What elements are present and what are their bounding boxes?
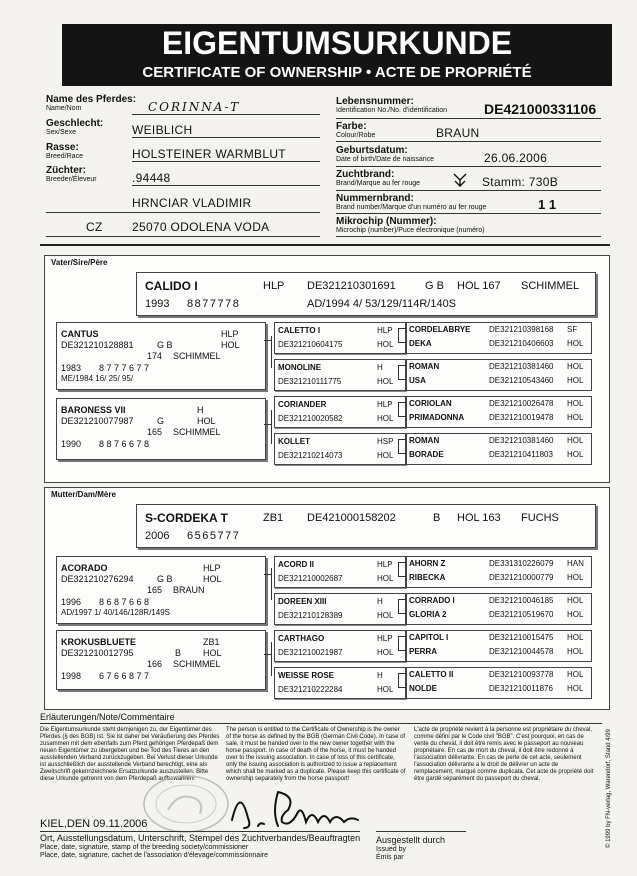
connector	[398, 650, 406, 651]
ggp-name: CARTHAGO	[278, 634, 325, 643]
dam-ggp-row	[274, 667, 590, 698]
dam-grandsire-name: ACORADO	[61, 563, 108, 573]
connector	[398, 453, 406, 454]
ggp-dam-id: DE321210406603	[489, 339, 554, 348]
breeder-name: HRNCIAR VLADIMIR	[132, 196, 252, 210]
sire-ggp-row	[274, 396, 590, 427]
connector	[398, 402, 406, 403]
name-line	[132, 98, 320, 115]
issued-sub-en: Issued by	[376, 846, 406, 853]
sire-grandsire-size: 174	[147, 351, 163, 361]
ggp-id: DE321210020582	[278, 414, 343, 423]
dam-granddam-year: 1998	[61, 671, 82, 681]
sire-ggp-grandparents-box	[406, 396, 592, 428]
dam-name: S-CORDEKA T	[145, 511, 228, 525]
ggp-dam-breed: HOL	[567, 610, 584, 619]
connector	[398, 328, 406, 329]
ggp-dam-id: DE321210543460	[489, 376, 554, 385]
dam-id: DE421000158202	[307, 512, 396, 524]
breeder-country: CZ	[86, 220, 103, 234]
copyright-note: © 1999 by FN-verlag, Warendorf, Stand 4/99	[606, 729, 612, 848]
ggp-dam-breed: HOL	[567, 684, 584, 693]
dam-ggp-grandparents-box	[406, 556, 592, 588]
sire-grandsire-box	[56, 322, 266, 390]
sire-grandsire-colour: SCHIMMEL	[173, 351, 221, 361]
dam-ggp-row	[274, 593, 590, 624]
issued-label: Ausgestellt durch	[376, 835, 446, 845]
ggp-sire-name: AHORN Z	[409, 559, 446, 568]
sire-ggp-grandparents-box	[406, 322, 592, 354]
name-label-block: Name des Pferdes: Name/Nom	[46, 94, 137, 112]
dam-grandsire-performance: AD/1997 1/ 40/146/128R/149S	[61, 608, 170, 617]
dam-ggp-parent-box	[274, 667, 406, 699]
dam-ggp-parent-box	[274, 556, 406, 588]
dam-ggp-grandparents-box	[406, 630, 592, 662]
ggp-id: DE321210021987	[278, 648, 343, 657]
dob-line	[336, 166, 601, 167]
ggp-id: DE321210214073	[278, 451, 343, 460]
dam-granddam-brand: 6 7 6 6 8 7 7	[99, 671, 150, 681]
dam-grandsire-breed: HOL	[203, 574, 222, 584]
sire-granddam-brand: 8 8 7 6 6 7 8	[99, 439, 150, 449]
ggp-name: CORIANDER	[278, 400, 327, 409]
ggp-dam-id: DE321210019478	[489, 413, 554, 422]
dam-sex: B	[433, 512, 441, 524]
dam-grandsire-code: HLP	[203, 563, 221, 573]
breed-line	[132, 145, 320, 162]
sire-granddam-size: 165	[147, 427, 163, 437]
dam-granddam-sex: B	[175, 648, 182, 658]
dam-ggp-grandparents-box	[406, 593, 592, 625]
ueln-value: DE421000331106	[484, 101, 597, 117]
ggp-name: CALETTO I	[278, 326, 321, 335]
ggp-dam-id: DE321210000779	[489, 573, 554, 582]
brand-label-block: Zuchtbrand: Brand/Marque au fer rouge	[336, 169, 421, 187]
sire-granddam-year: 1990	[61, 439, 82, 449]
ggp-id: DE321210222284	[278, 685, 343, 694]
ggp-name: DOREEN XIII	[278, 597, 327, 606]
dam-brand: 6565777	[187, 530, 241, 542]
ggp-dam-name: DEKA	[409, 339, 432, 348]
ggp-dam-name: BORADE	[409, 450, 444, 459]
brandno-value: 1 1	[538, 197, 557, 212]
sire-performance: AD/1994 4/ 53/129/114R/140S	[307, 298, 457, 310]
sire-grandsire-id: DE321210128881	[61, 340, 134, 350]
ggp-sire-name: CAPITOL I	[409, 633, 449, 642]
sex-label-block: Geschlecht: Sex/Sexe	[46, 118, 104, 136]
ggp-dam-name: PERRA	[409, 647, 438, 656]
connector	[398, 379, 406, 380]
dam-granddam-code: ZB1	[203, 637, 220, 647]
ggp-sire-id: DE321210026478	[489, 399, 554, 408]
connector	[398, 599, 406, 600]
ggp-sire-name: CORIOLAN	[409, 399, 452, 408]
ggp-dam-id: DE321210411803	[489, 450, 553, 459]
sire-granddam-code: H	[197, 405, 204, 415]
ggp-code: HLP	[377, 560, 393, 569]
connector	[398, 576, 406, 577]
breeder-name-line	[46, 196, 320, 213]
connector	[398, 687, 406, 688]
connector	[398, 562, 399, 576]
sire-sex: G B	[425, 280, 444, 292]
dam-grandsire-box	[56, 556, 266, 624]
sire-grandsire-brand: 8 7 7 7 6 7 7	[99, 363, 150, 373]
breeder-address-line	[46, 220, 320, 237]
brandno-line	[336, 213, 601, 214]
sire-brand: 8877778	[187, 298, 241, 310]
sex-line	[132, 121, 320, 138]
dam-granddam-size: 166	[147, 659, 163, 669]
connector	[398, 673, 399, 687]
ggp-breed: HOL	[377, 340, 394, 349]
ggp-sire-breed: HAN	[567, 559, 584, 568]
connector	[398, 613, 406, 614]
notes-divider	[40, 723, 602, 724]
sire-granddam-name: BARONESS VII	[61, 405, 126, 415]
dam-granddam-name: KROKUSBLUETE	[61, 637, 137, 647]
document-subtitle: CERTIFICATE OF OWNERSHIP • ACTE DE PROPRIÉTÉ	[142, 64, 532, 81]
ggp-sire-name: ROMAN	[409, 436, 440, 445]
connector	[271, 568, 272, 600]
ggp-dam-breed: HOL	[567, 413, 584, 422]
ggp-dam-id: DE321210011876	[489, 684, 553, 693]
ggp-dam-name: USA	[409, 376, 426, 385]
ggp-sire-name: ROMAN	[409, 362, 440, 371]
ggp-breed: HOL	[377, 414, 394, 423]
sire-ggp-row	[274, 359, 590, 390]
horse-name: CORINNA-T	[148, 100, 241, 114]
breed-value: HOLSTEINER WARMBLUT	[132, 147, 286, 161]
sire-granddam-sex: G	[157, 416, 165, 426]
ggp-name: MONOLINE	[278, 363, 322, 372]
notes-german: Die Eigentumsurkunde steht demjenigen zu, der Eigentümer des Pferdes (§ des BGB) ist. Sie ist daher bei Veräußerung des Pferdes zusammen mit dem ebenfalls zum Pferd gehörigen Pferdepaß dem neuen Eigentümer zu übergeben und bei Tod des Tieres an den ausstellenden Verband zurückzugeben. Bei Verlust dieser Urkunde ist ausschließlich der ausstellende Verband berechtigt, eine als Zweitschrift gekennzeichnete Ersatzurkunde auszustellen. Bitte diese Urkunde getrennt von dem Pferdepaß aufbewahren!	[40, 727, 220, 782]
sire-ggp-row	[274, 433, 590, 464]
sire-ggp-parent-box	[274, 396, 406, 428]
brand-mark-icon	[452, 172, 468, 193]
notes-french: L'acte de propriété revient à la personne est propriétaire du cheval, comme défini par le Code civil "BGB". C'est pourquoi, en cas de vente du cheval, il doit être remis avec le passeport au nouveau propriétaire. En cas de mort du cheval, il doit être redonné à l'association délivrante. En cas de perte de cet acte, seulement l'association délivrante a le droit de délivrer un acte de remplacement, marqué comme duplicata. Cet acte de propriété doit être gardé séparément du passeport du cheval.	[414, 727, 594, 782]
ggp-sire-name: CALETTO II	[409, 670, 454, 679]
sire-ggp-row	[274, 322, 590, 353]
connector	[271, 410, 272, 444]
dam-main-box	[136, 504, 596, 548]
title-banner	[62, 24, 612, 86]
ggp-code: HLP	[377, 634, 393, 643]
breeder-label-block: Züchter: Breeder/Éleveur	[46, 165, 97, 183]
ggp-dam-breed: HOL	[567, 339, 584, 348]
ggp-dam-breed: HOL	[567, 573, 584, 582]
colour-line	[336, 141, 601, 142]
connector	[271, 336, 272, 368]
dam-grandsire-year: 1996	[61, 597, 82, 607]
dam-code: ZB1	[263, 512, 284, 524]
dam-grandsire-sex: G B	[157, 574, 173, 584]
sire-id: DE321210301691	[307, 280, 396, 292]
dam-colour: FUCHS	[521, 512, 559, 524]
sire-grandsire-year: 1983	[61, 363, 82, 373]
dam-granddam-breed: HOL	[203, 648, 222, 658]
ggp-id: DE321210111775	[278, 377, 342, 386]
connector	[398, 673, 406, 674]
dam-grandsire-id: DE321210276294	[61, 574, 134, 584]
ggp-sire-breed: HOL	[567, 633, 584, 642]
sire-grandsire-sex: G B	[157, 340, 173, 350]
ggp-sire-breed: HOL	[567, 362, 584, 371]
sire-grandsire-name: CANTUS	[61, 329, 99, 339]
ggp-name: WEISSE ROSE	[278, 671, 335, 680]
sex-value: WEIBLICH	[132, 123, 193, 137]
chip-line	[336, 236, 601, 237]
dam-year: 2006	[145, 530, 170, 542]
sire-granddam-box	[56, 398, 266, 460]
ggp-sire-id: DE321210093778	[489, 670, 554, 679]
connector	[398, 365, 406, 366]
dob-label-block: Geburtsdatum: Date of birth/Date de naissance	[336, 145, 435, 163]
connector	[398, 439, 406, 440]
breeder-no-line	[132, 169, 320, 186]
ggp-name: KOLLET	[278, 437, 310, 446]
ggp-sire-id: DE321210381460	[489, 362, 554, 371]
ggp-dam-name: PRIMADONNA	[409, 413, 465, 422]
dam-ggp-grandparents-box	[406, 667, 592, 699]
sire-ggp-parent-box	[274, 359, 406, 391]
breeder-number: .94448	[132, 171, 171, 185]
ggp-sire-breed: SF	[567, 325, 578, 334]
ggp-breed: HOL	[377, 685, 394, 694]
connector	[398, 328, 399, 342]
chip-label-block: Mikrochip (Nummer): Microchip (number)/Puce électronique (numéro)	[336, 216, 485, 234]
signature-sub-en: Place, date, signature, stamp of the breeding society/commissioner	[40, 844, 249, 851]
sire-grandsire-breed: HOL	[221, 340, 240, 350]
connector	[398, 636, 406, 637]
ggp-code: H	[377, 363, 383, 372]
ggp-dam-breed: HOL	[567, 450, 584, 459]
dam-ggp-parent-box	[274, 593, 406, 625]
sire-grandsire-code: HLP	[221, 329, 239, 339]
ggp-sire-id: DE331310226079	[489, 559, 554, 568]
connector	[398, 599, 399, 613]
connector	[398, 342, 406, 343]
signature-line	[40, 831, 360, 832]
ggp-sire-id: DE321210381460	[489, 436, 554, 445]
ggp-code: HLP	[377, 326, 393, 335]
sire-ggp-parent-box	[274, 322, 406, 354]
brand-line	[336, 190, 601, 191]
ggp-code: H	[377, 597, 383, 606]
sire-breed: HOL 167	[457, 280, 501, 292]
dam-granddam-box	[56, 630, 266, 690]
dam-granddam-colour: SCHIMMEL	[173, 659, 221, 669]
connector	[271, 642, 272, 676]
connector	[398, 562, 406, 563]
ggp-code: H	[377, 671, 383, 680]
connector	[398, 439, 399, 453]
ggp-sire-breed: HOL	[567, 436, 584, 445]
sire-granddam-id: DE321210077987	[61, 416, 134, 426]
ggp-id: DE321210604175	[278, 340, 343, 349]
notes-title: Erläuterungen/Note/Commentaire	[40, 712, 175, 722]
signature-sub-fr: Place, date, signature, cachet de l'association d'élevage/commissionnaire	[40, 852, 268, 859]
issued-line	[376, 831, 466, 832]
ggp-id: DE321210002687	[278, 574, 343, 583]
connector	[398, 402, 399, 416]
brand-value: Stamm: 730B	[482, 175, 558, 189]
ueln-label-block: Lebensnummer: Identification No./No. d'identification	[336, 96, 448, 114]
ueln-line	[336, 118, 601, 119]
brandno-label-block: Nummernbrand: Brand number/Marque d'un numéro au fer rouge	[336, 193, 487, 211]
breeder-address: 25070 ODOLENA VODA	[132, 220, 270, 234]
sire-main-box	[136, 272, 596, 316]
ggp-dam-name: NOLDE	[409, 684, 437, 693]
dam-grandsire-colour: BRAUN	[173, 585, 205, 595]
ggp-dam-name: GLORIA 2	[409, 610, 447, 619]
sire-year: 1993	[145, 298, 170, 310]
sire-ggp-grandparents-box	[406, 433, 592, 465]
ggp-dam-name: RIBECKA	[409, 573, 446, 582]
issued-sub-fr: Émis par	[376, 854, 404, 861]
ggp-breed: HOL	[377, 451, 394, 460]
dam-grandsire-size: 165	[147, 585, 163, 595]
notes-english: The person is entitled to the Certificate of Ownership is the owner of the horse as defined by the BGB (German Civil Code). In case of sale, it must be handed over to the new owner together with the horse passport. In case of death of the horse, it must be handed over to the issuing association. In case of loss of this certificate, only the issuing association is authorized to issue a replacement which shall be marked as a duplicate. Please keep this certificate of ownership separately from the horse passport!	[226, 727, 406, 782]
connector	[398, 416, 406, 417]
dam-section-title: Mutter/Dam/Mère	[51, 490, 116, 499]
ggp-dam-id: DE321210044578	[489, 647, 554, 656]
dam-breed: HOL 163	[457, 512, 501, 524]
ggp-sire-breed: HOL	[567, 596, 584, 605]
sire-granddam-colour: SCHIMMEL	[173, 427, 221, 437]
connector	[398, 636, 399, 650]
divider	[40, 244, 610, 246]
ggp-breed: HOL	[377, 377, 394, 386]
ggp-code: HLP	[377, 400, 393, 409]
sire-grandsire-performance: ME/1984 16/ 25/ 95/	[61, 374, 134, 383]
ggp-breed: HOL	[377, 574, 394, 583]
sire-code: HLP	[263, 280, 285, 292]
dob-value: 26.06.2006	[484, 151, 548, 165]
ggp-id: DE321210128389	[278, 611, 343, 620]
dam-granddam-id: DE321210012795	[61, 648, 134, 658]
colour-value: BRAUN	[436, 126, 480, 140]
ggp-sire-name: CORRADO I	[409, 596, 455, 605]
sire-section-title: Vater/Sire/Père	[51, 258, 108, 267]
sire-ggp-grandparents-box	[406, 359, 592, 391]
ggp-sire-name: CORDELABRYE	[409, 325, 471, 334]
sire-granddam-breed: HOL	[197, 416, 216, 426]
signature-label: Ort, Ausstellungsdatum, Unterschrift, Stempel des Zuchtverbandes/Beauftragten	[40, 833, 361, 843]
breed-label-block: Rasse: Breed/Race	[46, 142, 83, 160]
ggp-dam-breed: HOL	[567, 376, 584, 385]
ggp-dam-breed: HOL	[567, 647, 584, 656]
ggp-sire-breed: HOL	[567, 399, 584, 408]
ggp-sire-id: DE321210398168	[489, 325, 554, 334]
ggp-sire-id: DE321210015475	[489, 633, 554, 642]
dam-ggp-row	[274, 556, 590, 587]
ggp-dam-id: DE321210519670	[489, 610, 554, 619]
dam-grandsire-brand: 8 6 8 7 6 6 8	[99, 597, 150, 607]
ggp-sire-id: DE321210046185	[489, 596, 554, 605]
ggp-name: ACORD II	[278, 560, 314, 569]
sire-colour: SCHIMMEL	[521, 280, 580, 292]
ggp-breed: HOL	[377, 648, 394, 657]
ggp-code: HSP	[377, 437, 394, 446]
ggp-breed: HOL	[377, 611, 394, 620]
document-title: EIGENTUMSURKUNDE	[161, 25, 513, 61]
connector	[398, 365, 399, 379]
dam-ggp-row	[274, 630, 590, 661]
sire-ggp-parent-box	[274, 433, 406, 465]
dam-ggp-parent-box	[274, 630, 406, 662]
ggp-sire-breed: HOL	[567, 670, 584, 679]
colour-label-block: Farbe: Colour/Robe	[336, 121, 376, 139]
place-date: KIEL,DEN 09.11.2006	[40, 818, 148, 830]
sire-name: CALIDO I	[145, 279, 198, 293]
